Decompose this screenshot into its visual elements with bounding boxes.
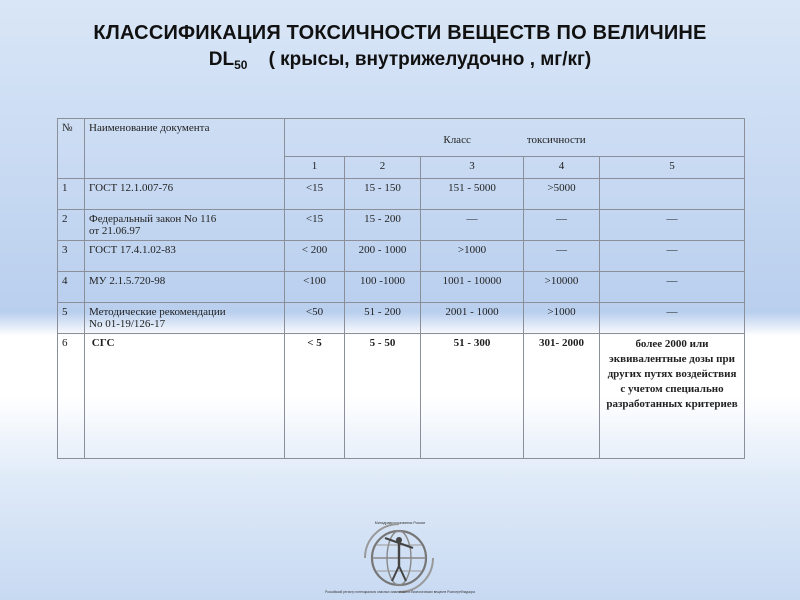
- cell-class-5: более 2000 или эквивалентные дозы при других путях воздействия с учетом специально разработанных критериев: [600, 334, 745, 459]
- cell-class-5: —: [600, 272, 745, 303]
- cell-class-4: 301- 2000: [524, 334, 600, 459]
- cell-class-2: 15 - 200: [345, 210, 421, 241]
- row-document: ГОСТ 17.4.1.02-83: [85, 241, 285, 272]
- class-number: 5: [600, 157, 745, 179]
- row-number: 4: [58, 272, 85, 303]
- cell-class-3: 2001 - 1000: [421, 303, 524, 334]
- cell-class-5: [600, 179, 745, 210]
- table-row: [58, 272, 745, 303]
- cell-class-2: 15 - 150: [345, 179, 421, 210]
- row-document: Методические рекомендации No 01-19/126-17: [85, 303, 285, 334]
- class-number: 1: [285, 157, 345, 179]
- title-line-1: КЛАССИФИКАЦИЯ ТОКСИЧНОСТИ ВЕЩЕСТВ ПО ВЕЛИЧИНЕ: [93, 22, 707, 44]
- cell-class-3: 51 - 300: [421, 334, 524, 459]
- cell-class-4: >5000: [524, 179, 600, 210]
- row-number: 2: [58, 210, 85, 241]
- header-class-word: Класс: [443, 134, 471, 146]
- table-row: [58, 241, 745, 272]
- cell-class-5: —: [600, 210, 745, 241]
- cell-class-5: —: [600, 303, 745, 334]
- table-row: [58, 334, 745, 459]
- cell-class-1: <50: [285, 303, 345, 334]
- row-document: СГС: [85, 334, 285, 459]
- cell-class-4: >10000: [524, 272, 600, 303]
- class-number: 3: [421, 157, 524, 179]
- table-header-row: [58, 119, 745, 157]
- class-number: 2: [345, 157, 421, 179]
- row-number: 5: [58, 303, 85, 334]
- title-dl: DL: [208, 49, 235, 70]
- logo-bottom-text: Российский регистр потенциально опасных химических и биологических веществ Роспотребнадзора: [325, 590, 475, 594]
- cell-class-1: <100: [285, 272, 345, 303]
- cell-class-3: 151 - 5000: [421, 179, 524, 210]
- class-number: 4: [524, 157, 600, 179]
- toxicity-table-wrapper: [57, 118, 744, 459]
- row-document: ГОСТ 12.1.007-76: [85, 179, 285, 210]
- cell-class-4: >1000: [524, 303, 600, 334]
- cell-class-4: —: [524, 210, 600, 241]
- cell-class-4: —: [524, 241, 600, 272]
- cell-class-2: 200 - 1000: [345, 241, 421, 272]
- cell-class-1: < 5: [285, 334, 345, 459]
- toxicity-table: [57, 118, 745, 459]
- header-document: Наименование документа: [85, 119, 285, 179]
- header-toxicity-word: токсичности: [526, 134, 586, 146]
- header-toxicity-class: [285, 119, 745, 157]
- row-document: Федеральный закон No 116 от 21.06.97: [85, 210, 285, 241]
- row-number: 1: [58, 179, 85, 210]
- cell-class-3: >1000: [421, 241, 524, 272]
- cell-class-2: 51 - 200: [345, 303, 421, 334]
- cell-class-3: 1001 - 10000: [421, 272, 524, 303]
- title-units: ( крысы, внутрижелудочно , мг/кг): [268, 49, 592, 70]
- title-line-2: [40, 49, 760, 72]
- row-number: 3: [58, 241, 85, 272]
- cell-class-3: —: [421, 210, 524, 241]
- table-row: [58, 210, 745, 241]
- header-number: №: [58, 119, 85, 179]
- cell-class-1: <15: [285, 210, 345, 241]
- table-row: [58, 179, 745, 210]
- cell-class-5: —: [600, 241, 745, 272]
- cell-class-2: 100 -1000: [345, 272, 421, 303]
- row-document: МУ 2.1.5.720-98: [85, 272, 285, 303]
- page-title: [40, 22, 760, 72]
- title-dl-subscript: 50: [234, 58, 248, 72]
- cell-class-1: <15: [285, 179, 345, 210]
- logo-top-text: Минздравсоцразвития России: [374, 521, 426, 525]
- cell-class-1: < 200: [285, 241, 345, 272]
- registry-logo: [325, 518, 475, 600]
- row-number: 6: [58, 334, 85, 459]
- table-row: [58, 303, 745, 334]
- cell-class-2: 5 - 50: [345, 334, 421, 459]
